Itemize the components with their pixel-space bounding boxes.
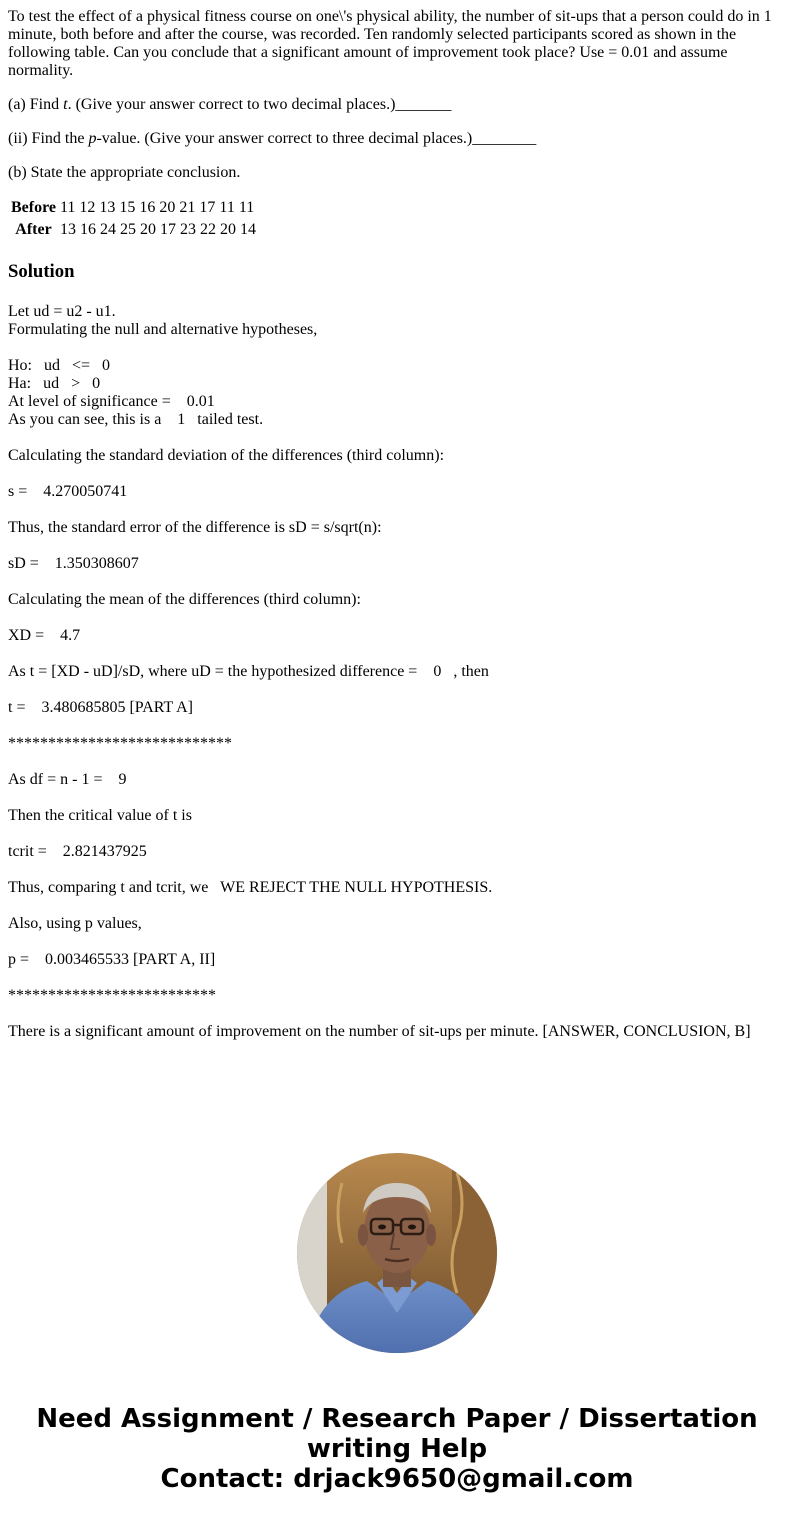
solution-line: Calculating the mean of the differences (third column): <box>8 591 361 608</box>
solution-line: At level of significance = 0.01 <box>8 393 215 410</box>
solution-line: ************************** <box>8 987 216 1004</box>
document-body <box>8 8 786 1041</box>
solution-line: Thus, the standard error of the difference is sD = s/sqrt(n): <box>8 519 382 536</box>
part-ii-variable: p <box>88 130 97 147</box>
solution-line <box>8 825 786 843</box>
solution-line: sD = 1.350308607 <box>8 555 139 572</box>
solution-line <box>8 465 786 483</box>
solution-line <box>8 681 786 699</box>
solution-line: Also, using p values, <box>8 915 142 932</box>
solution-line <box>8 429 786 447</box>
solution-line <box>8 1005 786 1023</box>
solution-line: There is a significant amount of improvement on the number of sit-ups per minute. [ANSWER, CONCLUSION, B] <box>8 1023 751 1040</box>
part-ii-suffix: -value. (Give your answer correct to three decimal places.)________ <box>96 130 537 147</box>
solution-line: Formulating the null and alternative hypotheses, <box>8 321 318 338</box>
solution-line <box>8 645 786 663</box>
row-values: 11 12 13 15 16 20 21 17 11 11 <box>60 199 255 216</box>
solution-line: XD = 4.7 <box>8 627 81 644</box>
solution-line: As t = [XD - uD]/sD, where uD = the hypothesized difference = 0 , then <box>8 663 489 680</box>
solution-line <box>8 537 786 555</box>
row-values: 13 16 24 25 20 17 23 22 20 14 <box>60 221 257 238</box>
banner-line-1: Need Assignment / Research Paper / Dissertation <box>36 1404 758 1434</box>
solution-line: As you can see, this is a 1 tailed test. <box>8 411 264 428</box>
solution-line: tcrit = 2.821437925 <box>8 843 147 860</box>
solution-line <box>8 501 786 519</box>
part-a-prefix: (a) Find <box>8 96 64 113</box>
solution-line <box>8 861 786 879</box>
solution-line <box>8 897 786 915</box>
part-ii-prefix: (ii) Find the <box>8 130 89 147</box>
author-avatar <box>297 1153 497 1353</box>
row-label: After <box>15 221 52 238</box>
row-label: Before <box>11 199 57 216</box>
question-part-b: (b) State the appropriate conclusion. <box>8 164 241 181</box>
solution-body <box>8 303 786 1041</box>
question-intro: To test the effect of a physical fitness course on one\'s physical ability, the number of sit-ups that a person could do in 1 minute, both before and after the course, was recorded. Ten randomly selected participants scored as shown in the following table. Can you conclude that a significant amount of improvement took place? Use = 0.01 and assume normality. <box>8 8 772 79</box>
solution-line: t = 3.480685805 [PART A] <box>8 699 193 716</box>
solution-line <box>8 573 786 591</box>
solution-line: As df = n - 1 = 9 <box>8 771 127 788</box>
question-part-a <box>8 96 786 114</box>
avatar-portrait <box>297 1153 497 1353</box>
banner-line-2: writing Help <box>306 1434 488 1464</box>
solution-line <box>8 339 786 357</box>
solution-line <box>8 933 786 951</box>
solution-line: Let ud = u2 - u1. <box>8 303 116 320</box>
solution-line <box>8 789 786 807</box>
part-a-variable: t <box>63 96 68 113</box>
solution-line: Ha: ud > 0 <box>8 375 101 392</box>
solution-line <box>8 969 786 987</box>
contact-banner <box>0 1404 794 1494</box>
solution-line: Then the critical value of t is <box>8 807 192 824</box>
solution-line: Thus, comparing t and tcrit, we WE REJECT THE NULL HYPOTHESIS. <box>8 879 493 896</box>
table-row <box>10 198 257 218</box>
solution-line: Calculating the standard deviation of the differences (third column): <box>8 447 445 464</box>
solution-heading: Solution <box>8 261 75 282</box>
solution-line: p = 0.003465533 [PART A, II] <box>8 951 216 968</box>
table-row <box>10 220 257 240</box>
solution-line: s = 4.270050741 <box>8 483 128 500</box>
solution-line <box>8 753 786 771</box>
solution-line <box>8 717 786 735</box>
banner-line-3: Contact: drjack9650@gmail.com <box>160 1464 634 1494</box>
solution-line: Ho: ud <= 0 <box>8 357 111 374</box>
solution-line <box>8 609 786 627</box>
part-a-suffix: . (Give your answer correct to two decimal places.)_______ <box>67 96 452 113</box>
question-part-ii <box>8 130 786 148</box>
solution-line: **************************** <box>8 735 232 752</box>
data-table <box>8 196 259 242</box>
